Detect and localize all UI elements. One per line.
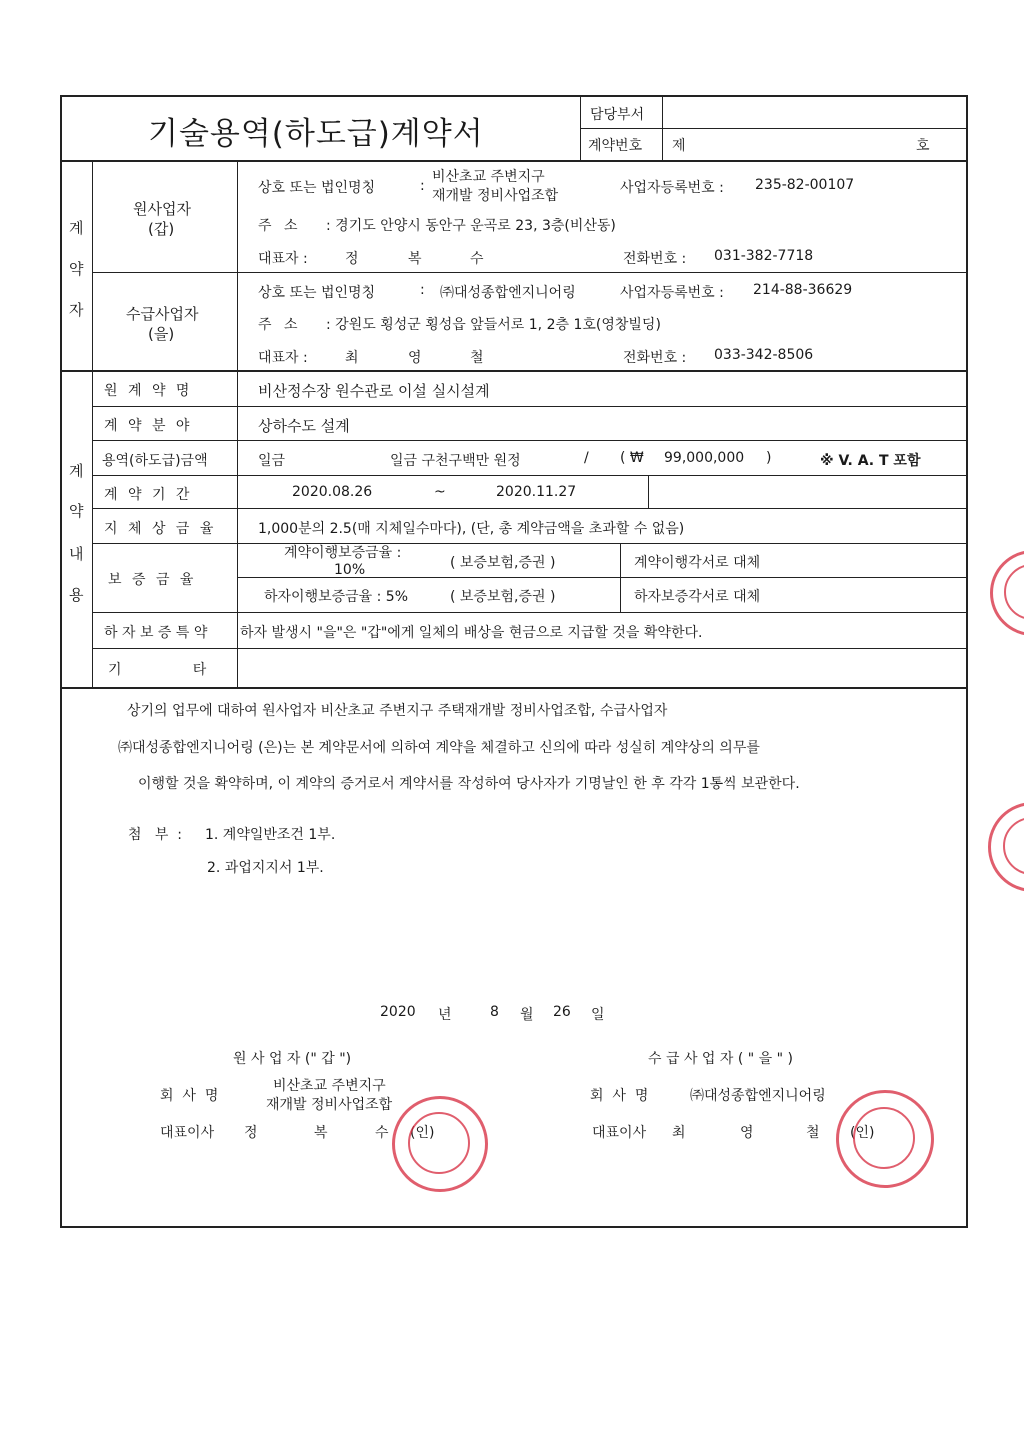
amount-slash: /	[584, 450, 589, 466]
amount-vat: ※ V. A. T 포함	[820, 453, 921, 469]
principal-addr-label: 주 소	[258, 218, 298, 234]
principal-reg-no: 235-82-00107	[755, 177, 855, 193]
period-label: 계 약 기 간	[104, 487, 190, 503]
attachment-1: 1. 계약일반조건 1부.	[205, 827, 336, 843]
principal-rep-char-2: 복	[408, 251, 422, 267]
amount-number: 99,000,000	[664, 450, 745, 466]
guarantee-defect-sub: 하자보증각서로 대체	[634, 589, 761, 605]
contractor-signature-title: 수 급 사 업 자 ( " 을 " )	[648, 1051, 793, 1067]
guarantee-perf-label: 계약이행보증금율 :	[284, 545, 402, 561]
guarantee-perf-type: ( 보증보험,증권 )	[450, 555, 556, 571]
contractor-company-sign: ㈜대성종합엔지니어링	[690, 1088, 826, 1104]
principal-signature-title: 원 사 업 자 (" 갑 ")	[233, 1051, 352, 1067]
field-value: 상하수도 설계	[258, 417, 350, 435]
guarantee-perf-sub: 계약이행각서로 대체	[634, 555, 761, 571]
frame-right	[966, 95, 968, 1228]
period-end: 2020.11.27	[496, 484, 577, 500]
contractor-rep-char-3: 철	[470, 350, 484, 366]
frame-bottom	[60, 1226, 968, 1228]
principal-role-sub: (갑)	[148, 220, 175, 238]
principal-phone: 031-382-7718	[714, 248, 814, 264]
contractor-rep-label: 대표자 :	[258, 350, 308, 366]
frame-top	[60, 95, 968, 97]
contract-no-suffix: 호	[916, 138, 930, 154]
guarantee-label: 보 증 금 율	[108, 572, 194, 588]
penalty-value: 1,000분의 2.5(매 지체일수마다), (단, 총 계약금액을 초과할 수 없음)	[258, 521, 685, 537]
principal-rep-char-3: 수	[470, 251, 484, 267]
contractor-role-sub: (을)	[148, 325, 175, 343]
amount-words: 일금 구천구백만 원정	[390, 453, 521, 469]
attachment-2: 2. 과업지지서 1부.	[207, 860, 324, 876]
contractor-reg-no: 214-88-36629	[753, 282, 853, 298]
principal-ceo-char-2: 복	[314, 1125, 328, 1141]
guarantee-defect-type: ( 보증보험,증권 )	[450, 589, 556, 605]
principal-rep-label: 대표자 :	[258, 251, 308, 267]
date-day: 26	[553, 1004, 571, 1020]
etc-label: 기 타	[108, 662, 207, 678]
principal-ceo-label: 대표이사	[160, 1125, 215, 1141]
principal-company-sign-label: 회 사 명	[160, 1088, 219, 1104]
dept-label: 담당부서	[590, 107, 645, 123]
contractor-role: 수급사업자	[126, 305, 199, 323]
amount-label: 용역(하도급)금액	[102, 453, 208, 469]
contractor-reg-label: 사업자등록번호 :	[620, 285, 724, 301]
guarantee-perf-rate: 10%	[334, 562, 366, 578]
contractor-rep-char-1: 최	[345, 350, 359, 366]
date-year-unit: 년	[438, 1007, 452, 1023]
principal-addr: : 경기도 안양시 동안구 운곡로 23, 3층(비산동)	[326, 218, 616, 234]
contractor-addr: : 강원도 횡성군 횡성읍 앞들서로 1, 2층 1호(영창빌딩)	[326, 317, 661, 333]
contractor-rep-char-2: 영	[408, 350, 422, 366]
body-paragraph-line-3: 이행할 것을 확약하며, 이 계약의 증거로서 계약서를 작성하여 당사자가 기명날인 한 후 각각 1통씩 보관한다.	[138, 776, 800, 792]
amount-close: )	[766, 450, 772, 466]
principal-company-colon: :	[420, 178, 425, 194]
period-tilde: ~	[434, 484, 446, 500]
principal-reg-label: 사업자등록번호 :	[620, 180, 724, 196]
frame-left	[60, 95, 62, 1228]
contractor-company-sign-label: 회 사 명	[590, 1088, 649, 1104]
contractor-addr-label: 주 소	[258, 317, 298, 333]
contractor-company-colon: :	[420, 282, 425, 298]
principal-company-label: 상호 또는 법인명칭	[258, 180, 376, 196]
contractor-ceo-label: 대표이사	[592, 1125, 647, 1141]
principal-phone-label: 전화번호 :	[623, 251, 687, 267]
principal-seal-mark: (인)	[410, 1125, 435, 1141]
attachment-label: 첨 부 :	[128, 827, 183, 843]
contractor-company-label: 상호 또는 법인명칭	[258, 285, 376, 301]
original-contract-value: 비산정수장 원수관로 이설 실시설계	[258, 382, 490, 400]
body-paragraph-line-2: ㈜대성종합엔지니어링 (은)는 본 계약문서에 의하여 계약을 체결하고 신의에 따라 성실히 계약상의 의무를	[118, 740, 760, 756]
contractor-phone-label: 전화번호 :	[623, 350, 687, 366]
principal-company-name: 비산초교 주변지구	[432, 169, 545, 185]
principal-company-sign-2: 재개발 정비사업조합	[266, 1097, 393, 1113]
contractor-ceo-char-2: 영	[740, 1125, 754, 1141]
principal-rep-char-1: 정	[345, 251, 359, 267]
contract-no-prefix: 제	[672, 138, 686, 154]
date-day-unit: 일	[591, 1007, 605, 1023]
principal-company-sign: 비산초교 주변지구	[273, 1078, 386, 1094]
original-contract-label: 원 계 약 명	[104, 383, 190, 399]
date-year: 2020	[380, 1004, 416, 1020]
guarantee-defect-rate: 하자이행보증금율 : 5%	[264, 589, 409, 605]
principal-ceo-char-1: 정	[244, 1125, 258, 1141]
penalty-label: 지 체 상 금 율	[104, 521, 214, 537]
defect-label: 하 자 보 증 특 약	[104, 625, 208, 641]
date-month-unit: 월	[520, 1007, 534, 1023]
amount-prefix: 일금	[258, 453, 286, 469]
field-label: 계 약 분 야	[104, 418, 190, 434]
contractor-seal-mark: (인)	[850, 1125, 875, 1141]
principal-ceo-char-3: 수	[375, 1125, 389, 1141]
amount-open: ( ₩	[620, 450, 644, 466]
contractor-company-name: ㈜대성종합엔지니어링	[440, 285, 576, 301]
principal-role: 원사업자	[133, 200, 191, 218]
body-paragraph-line-1: 상기의 업무에 대하여 원사업자 비산초교 주변지구 주택재개발 정비사업조합, 수급사업자	[127, 703, 668, 719]
contractor-ceo-char-1: 최	[672, 1125, 686, 1141]
contract-no-label: 계약번호	[588, 138, 643, 154]
contractor-phone: 033-342-8506	[714, 347, 814, 363]
period-start: 2020.08.26	[292, 484, 373, 500]
document-title: 기술용역(하도급)계약서	[148, 116, 484, 152]
date-month: 8	[490, 1004, 499, 1020]
defect-value: 하자 발생시 "을"은 "갑"에게 일체의 배상을 현금으로 지급할 것을 확약한다.	[240, 625, 703, 641]
principal-company-name-2: 재개발 정비사업조합	[432, 188, 559, 204]
contractor-ceo-char-3: 철	[806, 1125, 820, 1141]
